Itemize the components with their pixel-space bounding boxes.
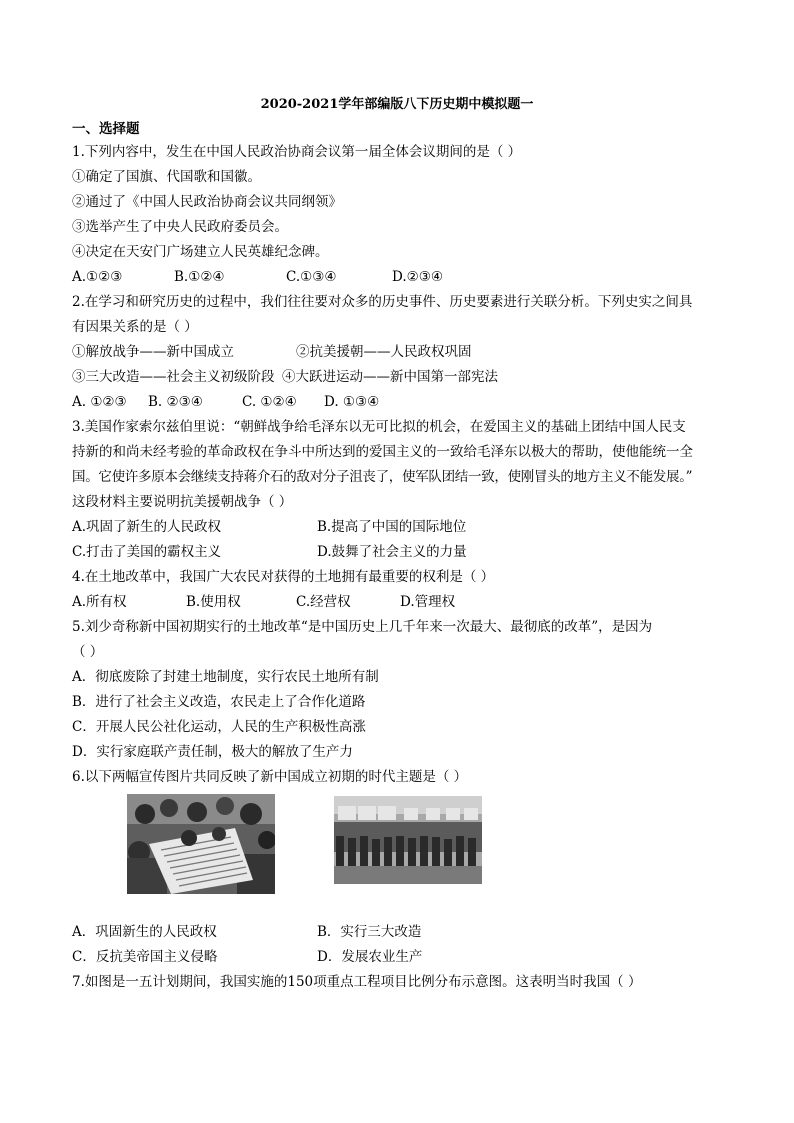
q2-pair: ①解放战争——新中国成立 xyxy=(72,344,234,360)
q5-option-b[interactable]: B．进行了社会主义改造，农民走上了合作化道路 xyxy=(72,694,366,710)
q6-option-a[interactable]: A．巩固新生的人民政权 xyxy=(72,924,217,940)
q2-stem-line: 2.在学习和研究历史的过程中，我们往往要对众多的历史事件、历史要素进行关联分析。下列史实之间具 xyxy=(72,294,693,310)
page-title: 2020-2021学年部编版八下历史期中模拟题一 xyxy=(260,97,534,112)
parade-photo-graphic xyxy=(334,796,482,884)
q1-options xyxy=(72,265,722,290)
q1-item: ③选举产生了中央人民政府委员会。 xyxy=(72,219,288,235)
q5-stem-line: 5.刘少奇称新中国初期实行的土地改革“是中国历史上几千年来一次最大、最彻底的改革”，是因为 xyxy=(72,619,653,635)
q2-pair: ③三大改造——社会主义初级阶段 xyxy=(72,369,275,385)
q7-stem: 7.如图是一五计划期间，我国实施的150项重点工程项目比例分布示意图。这表明当时我国（ ） xyxy=(72,974,642,990)
q5-option-a[interactable]: A．彻底废除了封建土地制度，实行农民土地所有制 xyxy=(72,669,379,685)
q4-option-c[interactable]: C.经营权 xyxy=(296,594,351,610)
q1-option-a[interactable]: A.①②③ xyxy=(72,269,123,285)
q2-option-c[interactable]: C. ①②④ xyxy=(242,394,297,410)
q3-material-line: 3.美国作家索尔兹伯里说：“朝鲜战争给毛泽东以无可比拟的机会，在爱国主义的基础上团结中国人民支 xyxy=(72,419,686,435)
q4-stem: 4.在土地改革中，我国广大农民对获得的土地拥有最重要的权利是（ ） xyxy=(72,569,495,585)
q4-options xyxy=(72,590,722,615)
section-heading: 一、选择题 xyxy=(72,121,140,137)
q6-option-c[interactable]: C．反抗美帝国主义侵略 xyxy=(72,949,218,965)
q1-item: ④决定在天安门广场建立人民英雄纪念碑。 xyxy=(72,244,329,260)
q3-material-line: 持新的和尚未经考验的革命政权在争斗中所达到的爱国主义的一致给毛泽东以极大的帮助，使他能统一全 xyxy=(72,444,693,460)
q6-stem: 6.以下两幅宣传图片共同反映了新中国成立初期的时代主题是（ ） xyxy=(72,769,468,785)
q5-option-d[interactable]: D．实行家庭联产责任制，极大的解放了生产力 xyxy=(72,744,353,760)
crowd-photo-graphic xyxy=(127,794,275,894)
q3-option-a[interactable]: A.巩固了新生的人民政权 xyxy=(72,519,222,535)
q6-images xyxy=(72,790,722,920)
q2-options xyxy=(72,390,722,415)
q3-option-d[interactable]: D.鼓舞了社会主义的力量 xyxy=(317,544,467,560)
q3-options xyxy=(72,515,722,565)
q3-question: 这段材料主要说明抗美援朝战争（ ） xyxy=(72,494,293,510)
q4-option-d[interactable]: D.管理权 xyxy=(400,594,456,610)
q3-option-b[interactable]: B.提高了中国的国际地位 xyxy=(317,519,467,535)
q1-option-d[interactable]: D.②③④ xyxy=(392,269,443,285)
q1-option-b[interactable]: B.①②④ xyxy=(174,269,225,285)
q1-option-c[interactable]: C.①③④ xyxy=(286,269,337,285)
q1-item: ②通过了《中国人民政治协商会议共同纲领》 xyxy=(72,194,342,210)
q2-stem-line: 有因果关系的是（ ） xyxy=(72,319,198,335)
q3-option-c[interactable]: C.打击了美国的霸权主义 xyxy=(72,544,222,560)
q4-option-a[interactable]: A.所有权 xyxy=(72,594,127,610)
q1-item: ①确定了国旗、代国歌和国徽。 xyxy=(72,169,261,185)
q2-pairs-row xyxy=(72,365,722,390)
q3-material-line: 国。它使许多原本会继续支持蒋介石的敌对分子沮丧了，使军队团结一致，使刚冒头的地方主义不能发展。” xyxy=(72,469,693,485)
q5-option-c[interactable]: C．开展人民公社化运动，人民的生产积极性高涨 xyxy=(72,719,366,735)
q2-pair: ②抗美援朝——人民政权巩固 xyxy=(296,344,472,360)
q6-options xyxy=(72,920,722,970)
q5-stem-line: （ ） xyxy=(72,644,104,660)
q1-stem: 1.下列内容中，发生在中国人民政治协商会议第一届全体会议期间的是（ ） xyxy=(72,144,522,160)
q2-pairs-row xyxy=(72,340,722,365)
q2-option-a[interactable]: A. ①②③ xyxy=(72,394,127,410)
propaganda-photo-crowd xyxy=(127,794,275,894)
q4-option-b[interactable]: B.使用权 xyxy=(186,594,241,610)
exam-page xyxy=(72,96,722,995)
q6-option-d[interactable]: D．发展农业生产 xyxy=(317,949,423,965)
propaganda-photo-parade xyxy=(334,796,482,884)
q2-option-d[interactable]: D. ①③④ xyxy=(324,394,380,410)
q2-option-b[interactable]: B. ②③④ xyxy=(148,394,203,410)
q6-option-b[interactable]: B．实行三大改造 xyxy=(317,924,422,940)
q2-pair: ④大跃进运动——新中国第一部宪法 xyxy=(282,369,498,385)
